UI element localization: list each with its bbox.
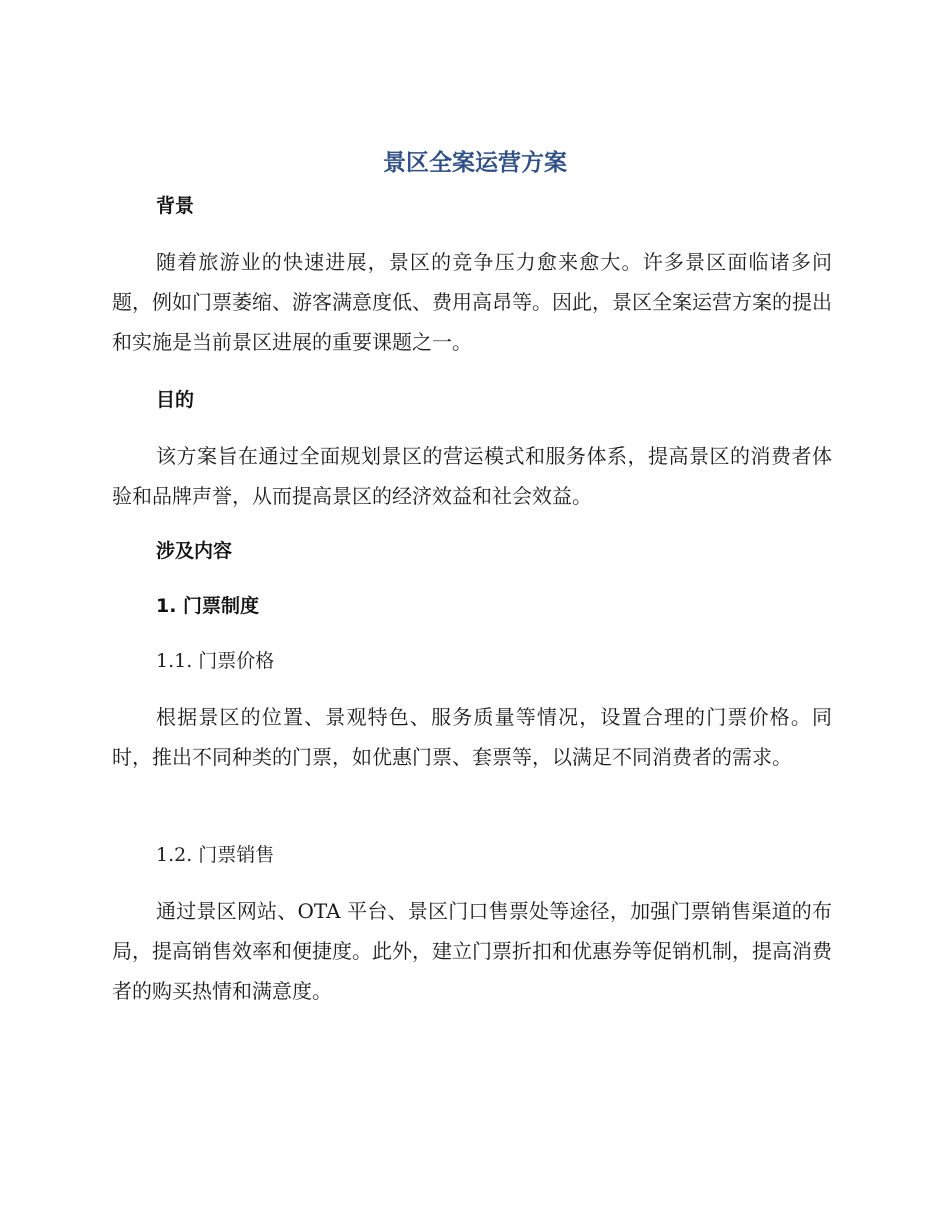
sales-heading-block bbox=[112, 840, 832, 870]
purpose-paragraph: 该方案旨在通过全面规划景区的营运模式和服务体系，提高景区的消费者体验和品牌声誉，从而提高景区的经济效益和社会效益。 bbox=[112, 444, 832, 508]
subsection-heading-ticket-price: 1.1. 门票价格 bbox=[156, 650, 275, 672]
document-title: 景区全案运营方案 bbox=[383, 150, 567, 176]
purpose-paragraph-block bbox=[112, 436, 832, 516]
section-heading-purpose: 目的 bbox=[156, 389, 195, 411]
section-heading-background: 背景 bbox=[156, 195, 195, 217]
sales-paragraph-block bbox=[112, 891, 832, 1011]
section-heading-ticket-system: 1. 门票制度 bbox=[156, 595, 260, 617]
background-paragraph-block bbox=[112, 242, 832, 362]
purpose-heading-block bbox=[112, 385, 832, 415]
background-heading-block bbox=[112, 191, 832, 221]
price-heading-block bbox=[112, 646, 832, 676]
content-heading-block bbox=[112, 536, 832, 566]
ticket-price-paragraph: 根据景区的位置、景观特色、服务质量等情况，设置合理的门票价格。同时，推出不同种类的门票，如优惠门票、套票等，以满足不同消费者的需求。 bbox=[112, 705, 832, 769]
section-heading-content: 涉及内容 bbox=[156, 540, 233, 562]
price-paragraph-block bbox=[112, 697, 832, 777]
background-paragraph: 随着旅游业的快速进展，景区的竞争压力愈来愈大。许多景区面临诸多问题，例如门票萎缩、游客满意度低、费用高昂等。因此，景区全案运营方案的提出和实施是当前景区进展的重要课题之一。 bbox=[112, 250, 832, 354]
ticket-heading-block bbox=[112, 591, 832, 621]
ticket-sales-paragraph: 通过景区网站、OTA 平台、景区门口售票处等途径，加强门票销售渠道的布局，提高销售效率和便捷度。此外，建立门票折扣和优惠券等促销机制，提高消费者的购买热情和满意度。 bbox=[112, 899, 832, 1003]
subsection-heading-ticket-sales: 1.2. 门票销售 bbox=[156, 844, 275, 866]
